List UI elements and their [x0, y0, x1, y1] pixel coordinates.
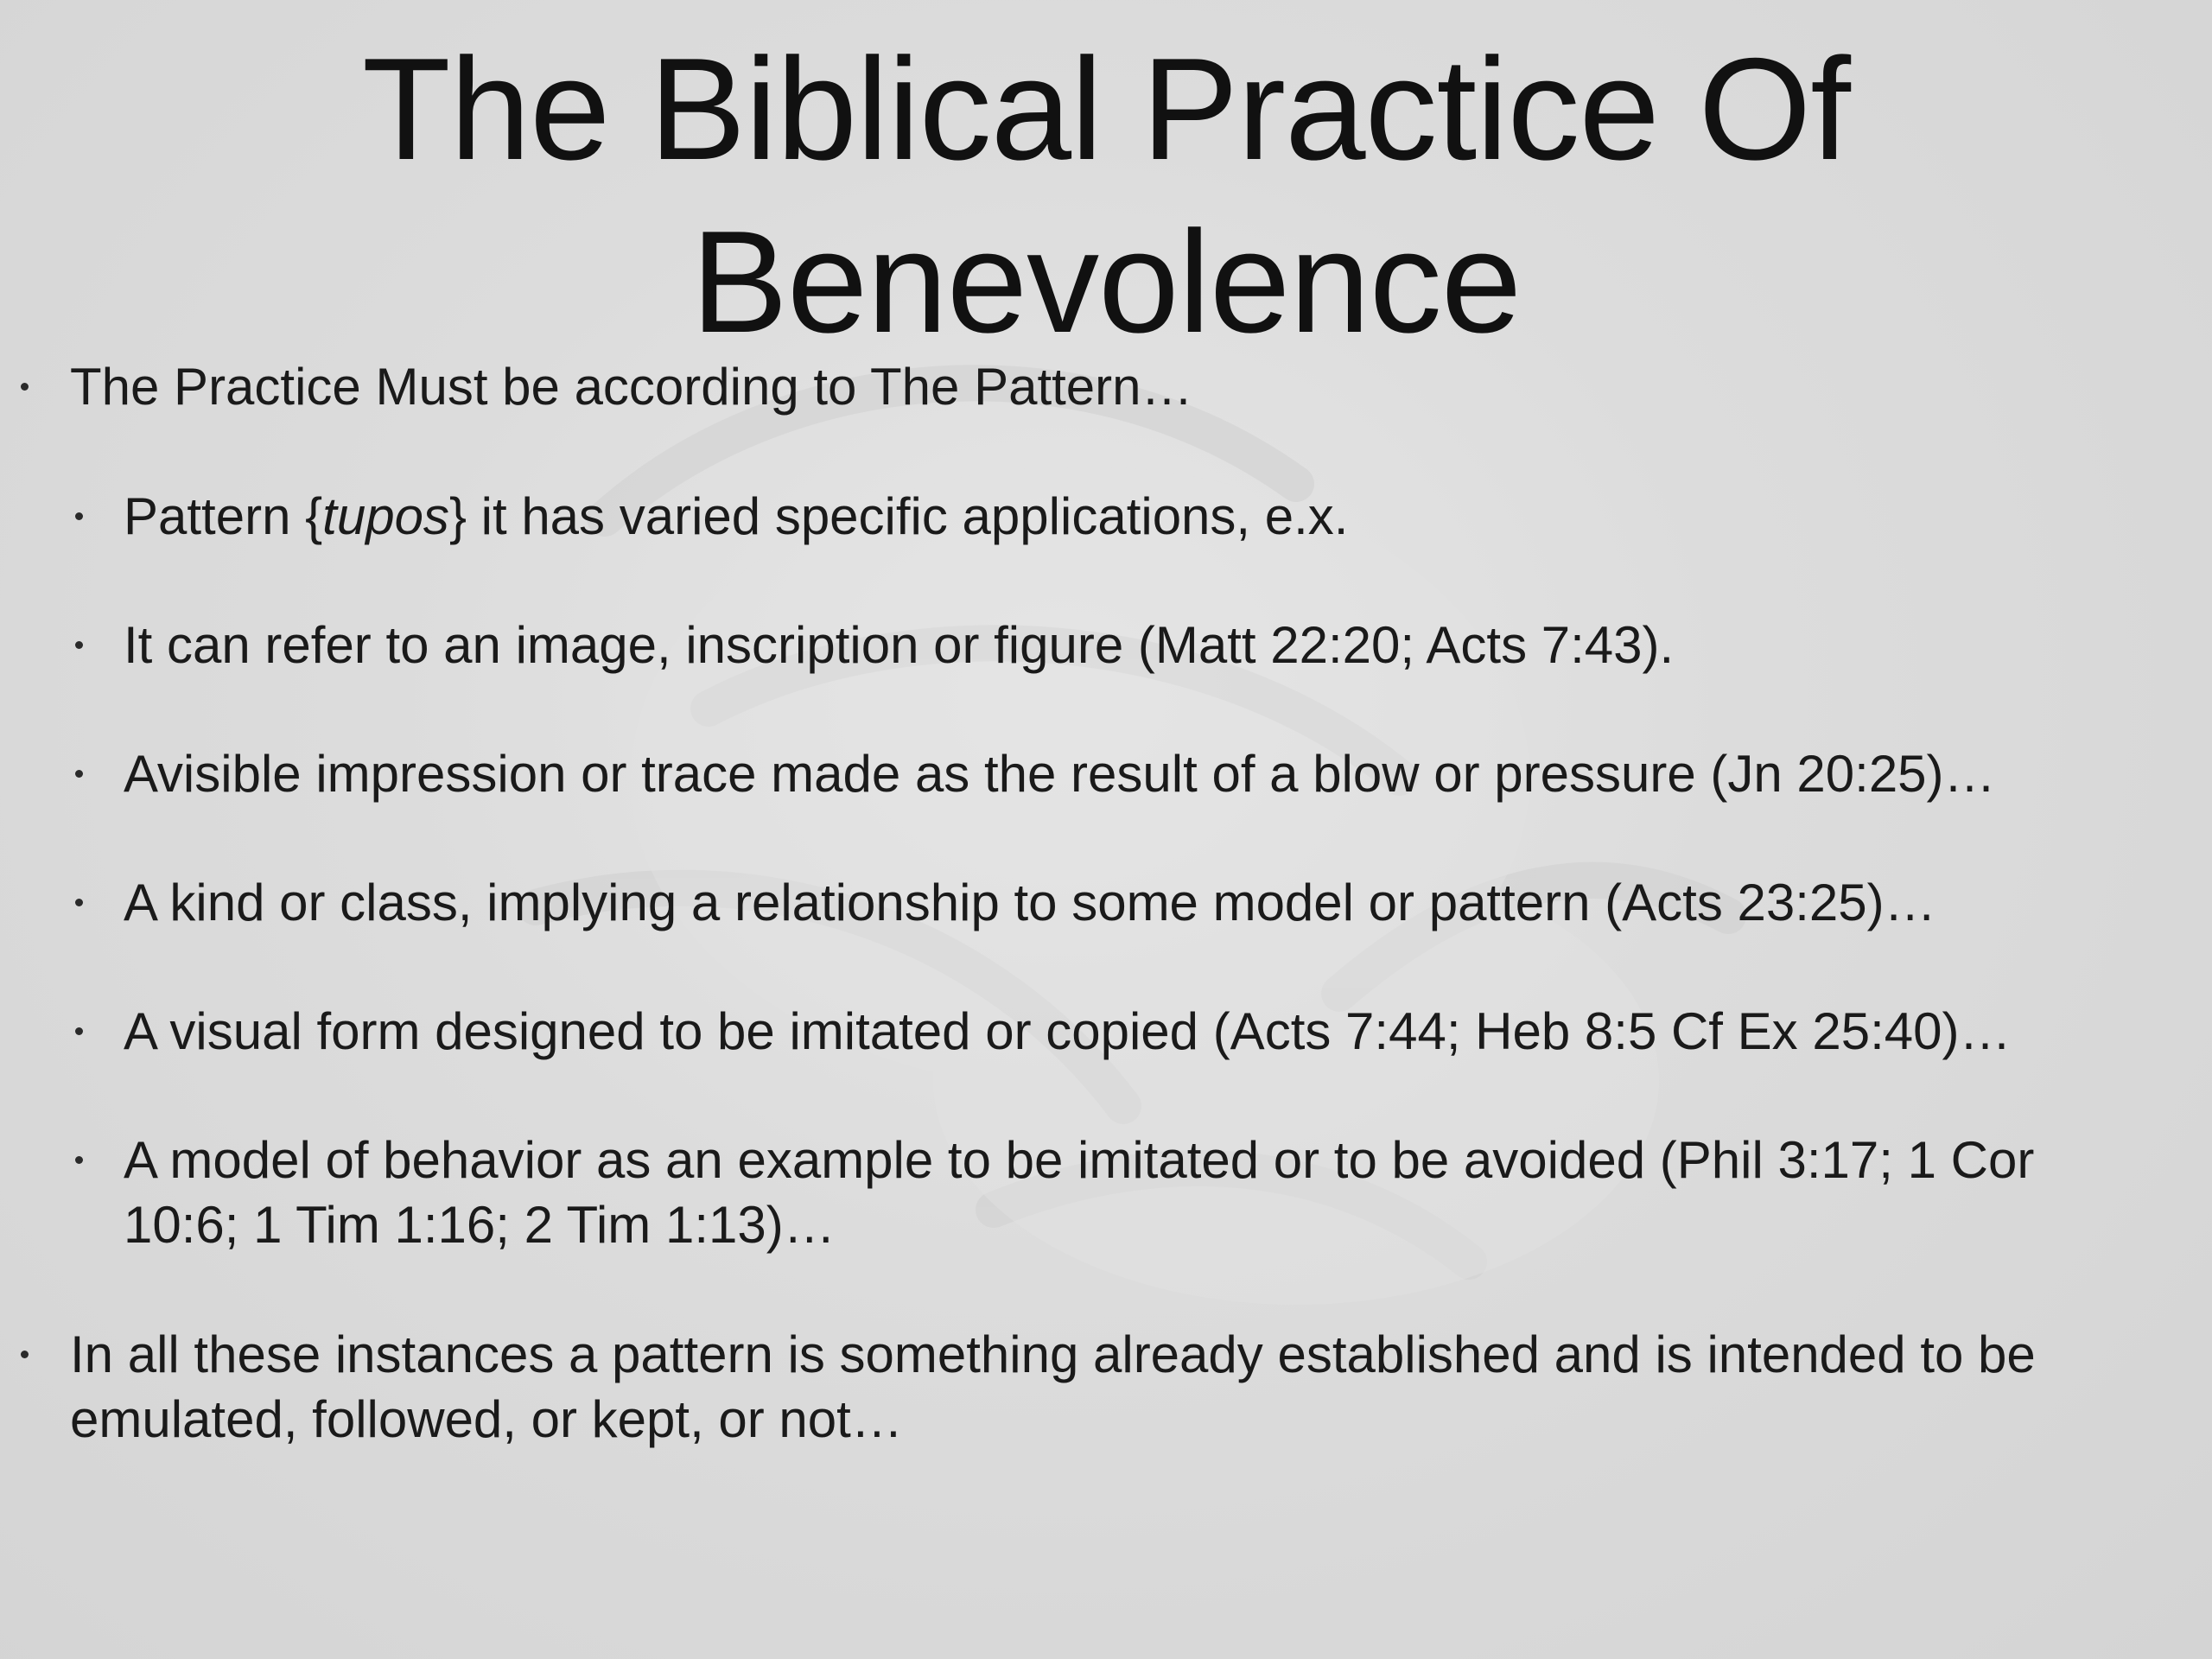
pattern-prefix: Pattern { — [124, 487, 323, 545]
bullet-text: The Practice Must be according to The Pattern… — [70, 358, 1193, 416]
bullet-text-line-2: emulated, followed, or kept, or not… — [70, 1390, 903, 1448]
bullet-item-kind — [124, 870, 1936, 935]
bullet-text-line-1: In all these instances a pattern is something already established and is intended to be — [70, 1325, 2036, 1383]
bullet-item-instances — [70, 1322, 2036, 1452]
bullet-dot-icon — [75, 899, 83, 906]
bullet-dot-icon — [75, 1156, 83, 1164]
bullet-dot-icon — [21, 1351, 29, 1358]
pattern-suffix: } it has varied specific applications, e.x. — [448, 487, 1349, 545]
title-line-1: The Biblical Practice Of — [362, 28, 1850, 190]
bullet-dot-icon — [75, 770, 83, 778]
bullet-text-line-2: 10:6; 1 Tim 1:16; 2 Tim 1:13)… — [124, 1196, 836, 1254]
bullet-text: It can refer to an image, inscription or figure (Matt 22:20; Acts 7:43). — [124, 616, 1675, 674]
bullet-item-impression — [124, 741, 1996, 806]
bullet-text: A visual form designed to be imitated or copied (Acts 7:44; Heb 8:5 Cf Ex 25:40)… — [124, 1002, 2012, 1060]
bullet-dot-icon — [75, 641, 83, 649]
bullet-text: A kind or class, implying a relationship to some model or pattern (Acts 23:25)… — [124, 874, 1936, 931]
bullet-text: Avisible impression or trace made as the result of a blow or pressure (Jn 20:25)… — [124, 745, 1996, 803]
pattern-term: tupos — [322, 487, 449, 545]
bullet-item-model-behavior — [124, 1128, 2034, 1257]
bullet-dot-icon — [75, 1027, 83, 1035]
bullet-item-image — [124, 613, 1674, 677]
bullet-item-pattern — [124, 484, 1348, 549]
bullet-text — [124, 484, 1348, 549]
bullet-item-visual-form — [124, 999, 2011, 1064]
title-line-2: Benevolence — [690, 200, 1522, 363]
bullet-dot-icon — [21, 383, 29, 391]
bullet-text-line-1: A model of behavior as an example to be imitated or to be avoided (Phil 3:17; 1 Cor — [124, 1131, 2035, 1189]
bullet-item-practice — [70, 354, 1193, 419]
bullet-dot-icon — [75, 512, 83, 520]
